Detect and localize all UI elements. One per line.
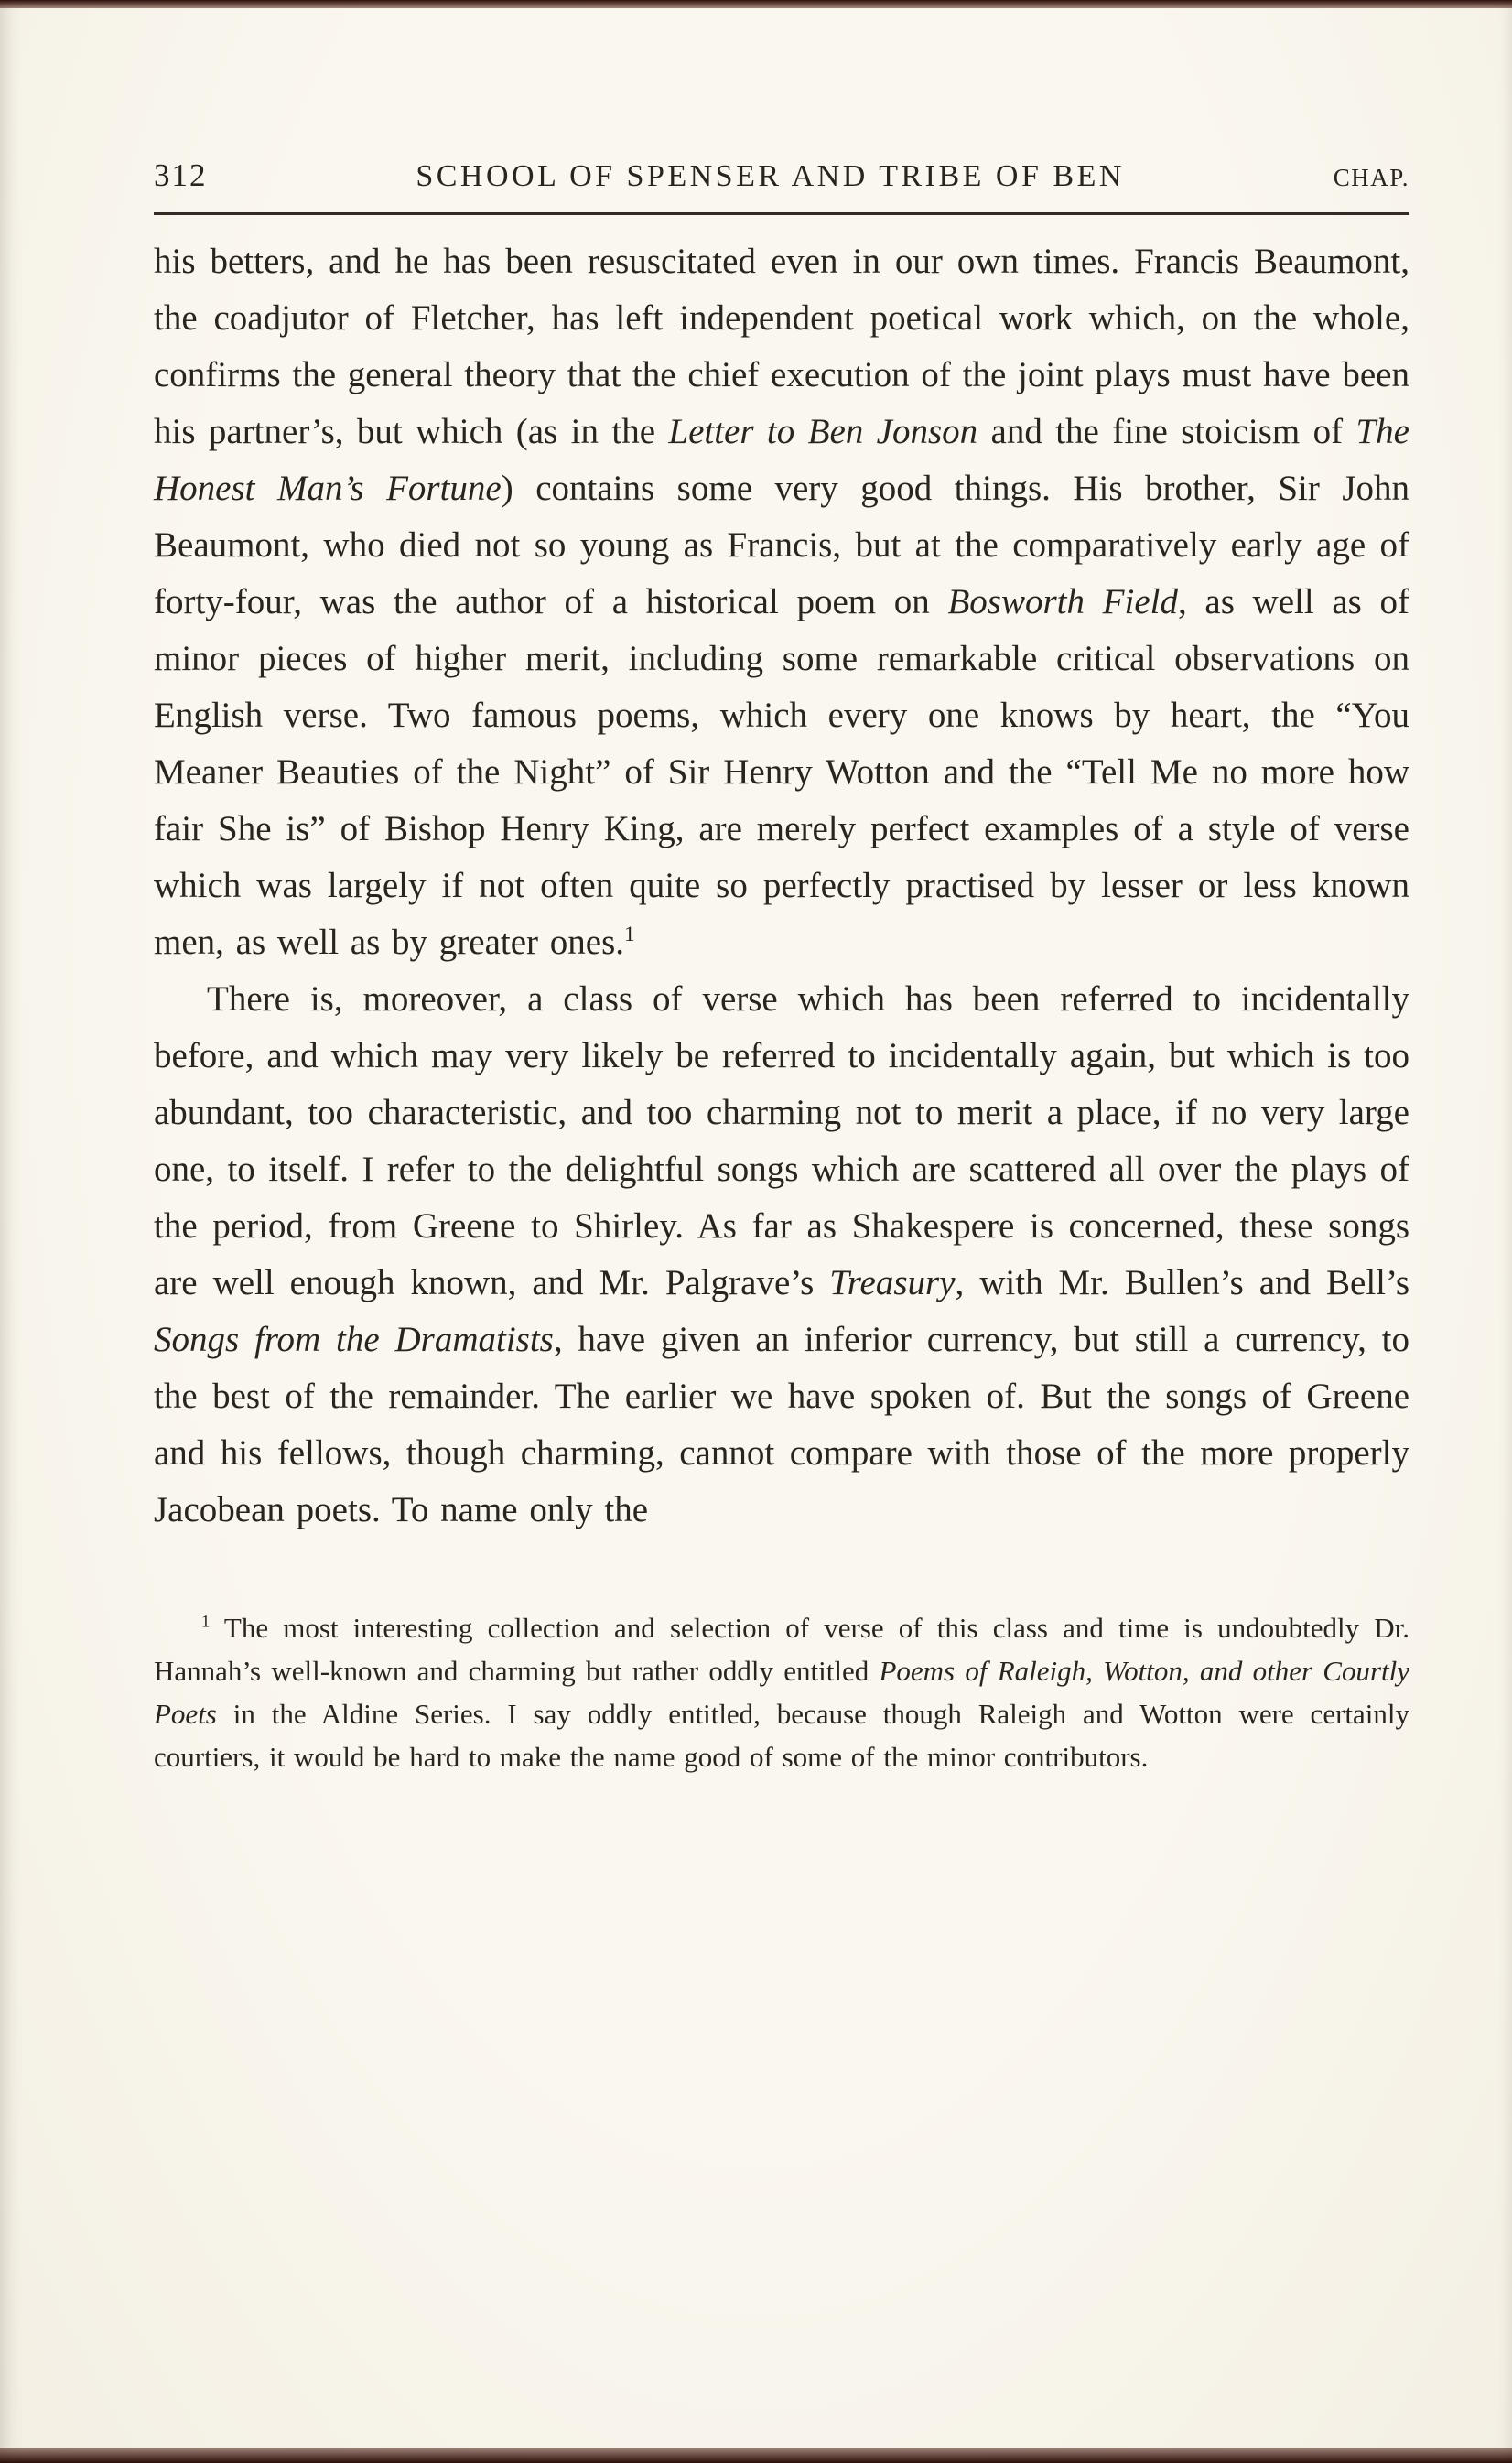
- page-header: [154, 0, 1409, 194]
- chapter-label: CHAP.: [1333, 164, 1409, 191]
- paragraph-1: his betters, and he has been resuscitated even in our own times. Francis Beaumont, the coadjutor of Fletcher, has left independent poetical work which, on the whole, confirms the general theory that the chief execution of the joint plays must have been his partner’s, but which (as in the Letter to Ben Jonson and the fine stoicism of The Honest Man’s Fortune) contains some very good things. His brother, Sir John Beaumont, who died not so young as Francis, but at the comparatively early age of forty-four, was the author of a historical poem on Bosworth Field, as well as of minor pieces of higher merit, including some remarkable critical observations on English verse. Two famous poems, which every one knows by heart, the “You Meaner Beauties of the Night” of Sir Henry Wotton and the “Tell Me no more how fair She is” of Bishop Henry King, are merely perfect examples of a style of verse which was largely if not often quite so perfectly practised by lesser or less known men, as well as by greater ones.$^1$: [154, 242, 1409, 962]
- paragraph-2: There is, moreover, a class of verse which has been referred to incidentally before, and which may very likely be referred to incidentally again, but which is too abundant, too characteristic, and too charming not to merit a place, if no very large one, to itself. I refer to the delightful songs which are scattered all over the plays of the period, from Greene to Shirley. As far as Shakespere is concerned, these songs are well enough known, and Mr. Palgrave’s Treasury, with Mr. Bullen’s and Bell’s Songs from the Dramatists, have given an inferior currency, but still a currency, to the best of the remainder. The earlier we have spoken of. But the songs of Greene and his fellows, though charming, cannot compare with those of the more properly Jacobean poets. To name only the: [154, 979, 1410, 1529]
- page-number: 312: [154, 157, 208, 193]
- text-block: [154, 0, 1409, 1778]
- running-title: SCHOOL OF SPENSER AND TRIBE OF BEN: [416, 159, 1125, 193]
- footnote-text: $^1$ The most interesting collection and selection of verse of this class and time is undoubtedly Dr. Hannah’s well-known and charming but rather oddly entitled Poems of Raleigh, Wotton, and other Courtly Poets in the Aldine Series. I say oddly entitled, because though Raleigh and Wotton were certainly courtiers, it would be hard to make the name good of some of the minor contributors.: [154, 1612, 1410, 1773]
- scan-edge-top: [0, 0, 1512, 8]
- page-body: [154, 233, 1409, 1778]
- header-rule: [154, 212, 1409, 215]
- scan-edge-bottom: [0, 2448, 1512, 2463]
